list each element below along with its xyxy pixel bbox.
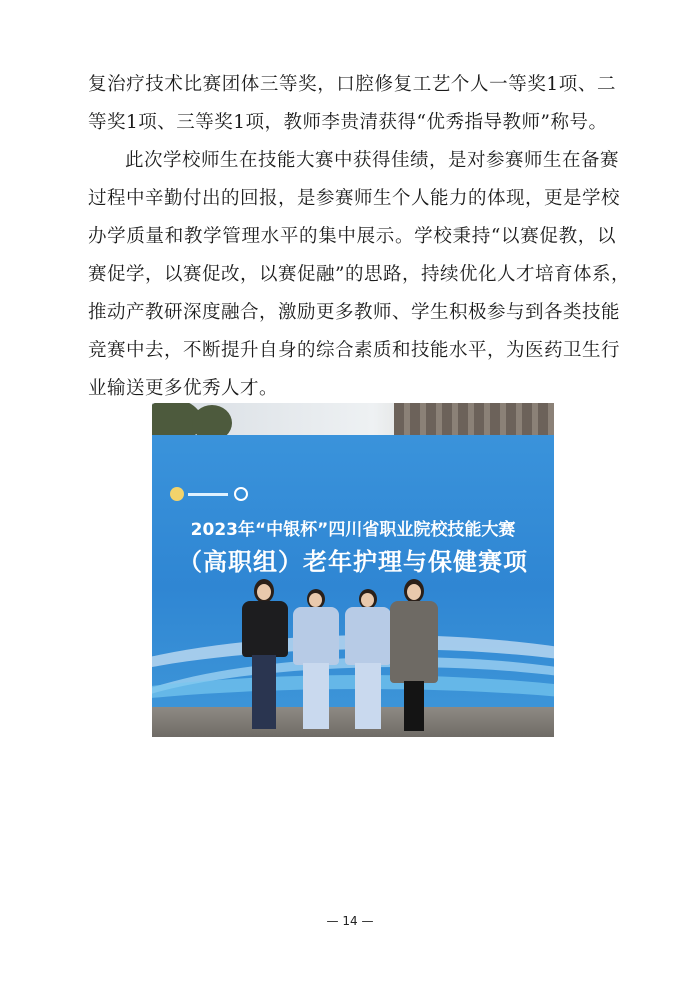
paragraph-line: 推动产教研深度融合，激励更多教师、学生积极参与到各类技能 [88,302,621,323]
paragraph-line: 等奖1项、三等奖1项，教师李贵清获得“优秀指导教师”称号。 [88,112,608,133]
person-student-right [345,589,391,735]
paragraph-line: 过程中辛勤付出的回报，是参赛师生个人能力的体现，更是学校 [88,188,621,209]
person-teacher-right [388,579,440,735]
competition-photo [152,403,554,737]
paragraph-line: 业输送更多优秀人才。 [88,378,279,399]
banner-title: 2023年“中银杯”四川省职业院校技能大赛 [190,520,516,540]
person-student-left [293,589,339,735]
event-logo-icon [170,487,222,503]
page-number: — 14 — [326,914,374,928]
paragraph-line: 办学质量和教学管理水平的集中展示。学校秉持“以赛促教，以 [88,226,616,247]
paragraph-line: 此次学校师生在技能大赛中获得佳绩，是对参赛师生在备赛 [125,150,620,171]
paragraph-line: 复治疗技术比赛团体三等奖，口腔修复工艺个人一等奖1项、二 [88,74,616,95]
banner-subtitle: （高职组）老年护理与保健赛项 [178,548,528,576]
building-icon [394,403,554,437]
paragraph-line: 赛促学，以赛促改，以赛促融”的思路，持续优化人才培育体系， [88,264,630,285]
person-teacher-left [240,579,290,735]
paragraph-line: 竞赛中去，不断提升自身的综合素质和技能水平，为医药卫生行 [88,340,621,361]
article-body [88,66,630,408]
